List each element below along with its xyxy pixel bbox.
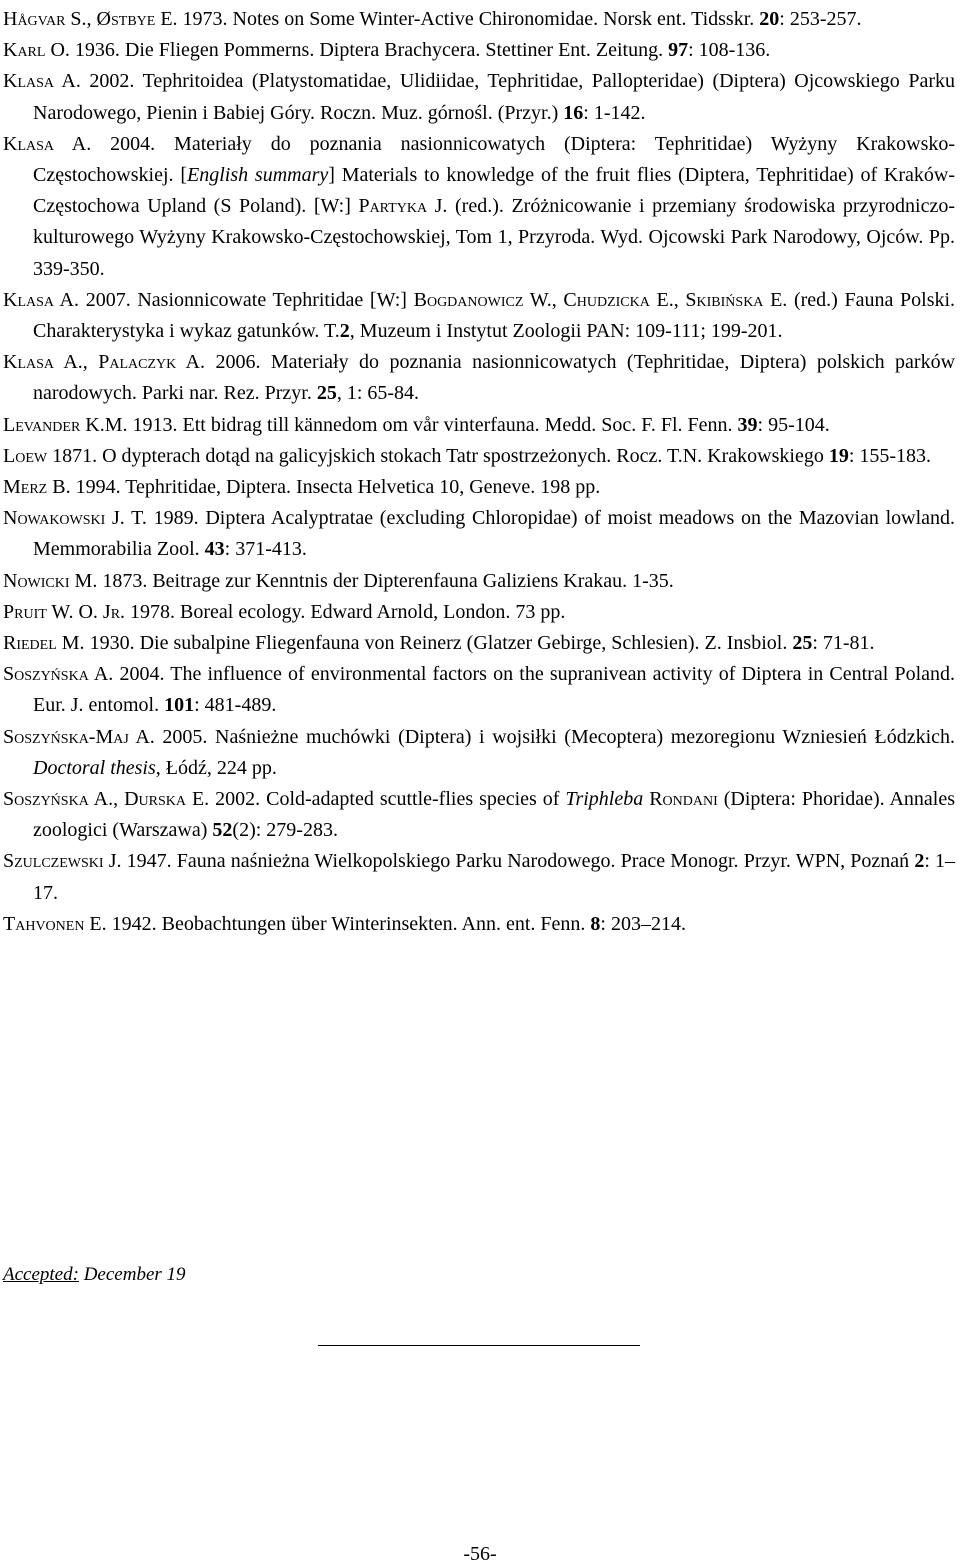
reference-volume: 39: [737, 413, 758, 436]
reference-entry: [3, 472, 955, 503]
reference-pages: : 155-183.: [848, 444, 932, 467]
reference-title: Cold-adapted scuttle-flies species of: [260, 788, 566, 811]
reference-author: Klasa A.: [3, 351, 83, 374]
reference-year: 1930.: [89, 632, 135, 655]
reference-author: Szulczewski J.: [3, 850, 122, 873]
reference-title: Nasionnicowate Tephritidae [W:]: [130, 288, 414, 311]
reference-title-continued: (Diptera: Phoridae). Annales zoologici (Warszawa): [33, 788, 956, 842]
reference-volume: 19: [828, 444, 849, 467]
reference-volume: 8: [590, 912, 601, 935]
reference-pages: , 1: 65-84.: [336, 382, 420, 405]
reference-year: 2005.: [162, 725, 208, 748]
reference-author: Karl O.: [3, 39, 70, 62]
reference-pages: : 95-104.: [757, 413, 830, 436]
reference-entry: [3, 909, 955, 940]
reference-title-tail: (red.). Zróżnicowanie i przemiany środowiska przyrodniczo-kulturowego Wyżyny Krakowsko-Częstochowskiej, Tom 1, Przyroda. Wyd. Ojcowski Park Narodowy, Ojców. Pp. 339-350.: [33, 195, 955, 280]
reference-entry: [3, 441, 955, 472]
reference-year: 2004.: [119, 663, 165, 686]
reference-pages: : 108-136.: [688, 39, 771, 62]
reference-title: Beitrage zur Kenntnis der Dipterenfauna Galiziens Krakau. 1-35.: [147, 569, 674, 592]
reference-editor: Partyka J.: [358, 195, 448, 218]
reference-entry: [3, 35, 955, 66]
accepted-label: Accepted:: [3, 1264, 79, 1285]
reference-author: Tahvonen E.: [3, 912, 107, 935]
reference-title: Materiały do poznania nasionnicowatych (Tephritidae, Diptera) polskich parków narodowych. Parki nar. Rez. Przyr.: [33, 351, 956, 405]
reference-volume: 97: [668, 39, 689, 62]
reference-entry: [3, 659, 955, 721]
reference-author: Durska E.: [124, 788, 210, 811]
reference-title: Die Fliegen Pommerns. Diptera Brachycera. Stettiner Ent. Zeitung.: [119, 39, 669, 62]
reference-entry: [3, 628, 955, 659]
reference-entry: [3, 597, 955, 628]
reference-title: Tephritoidea (Platystomatidae, Ulidiidae, Tephritidae, Pallopteridae) (Diptera) Ojcowskiego Parku Narodowego, Pienin i Babiej Góry. Roczn. Muz. górnośl. (Przyr.): [33, 70, 955, 124]
reference-author: Nowicki M.: [3, 569, 98, 592]
reference-year: 1989.: [153, 507, 199, 530]
reference-author: Nowakowski J. T.: [3, 507, 147, 530]
reference-entry: [3, 4, 955, 35]
reference-entry: [3, 66, 955, 128]
reference-year: 1947.: [126, 850, 172, 873]
reference-entry: [3, 129, 955, 285]
reference-separator: ,: [113, 788, 125, 811]
reference-title: Naśnieżne muchówki (Diptera) i wojsiłki (Mecoptera) mezoregionu Wzniesień Łódzkich.: [207, 725, 956, 748]
reference-entry: [3, 846, 955, 908]
reference-entry: [3, 347, 955, 409]
reference-list: [3, 4, 955, 940]
reference-separator: ,: [673, 288, 686, 311]
reference-author: Soszyńska A.: [3, 788, 114, 811]
reference-editor: Chudzicka E.: [563, 288, 674, 311]
accepted-date-value: December 19: [78, 1264, 186, 1285]
reference-year: 2002.: [215, 788, 261, 811]
reference-title-tail: , Łódź, 224 pp.: [155, 756, 277, 779]
reference-entry: [3, 722, 955, 784]
reference-separator: ,: [82, 351, 99, 374]
reference-title-continued: (red.) Fauna Polski. Charakterystyka i wykaz gatunków. T.: [33, 288, 956, 343]
reference-entry: [3, 566, 955, 597]
reference-year: 2007.: [85, 288, 131, 311]
reference-author: Riedel M.: [3, 632, 85, 655]
reference-pages: : 203–214.: [600, 912, 686, 935]
reference-author: Soszyńska A.: [3, 663, 114, 686]
reference-title: Die subalpine Fliegenfauna von Reinerz (Glatzer Gebirge, Schlesien). Z. Insbiol.: [134, 632, 793, 655]
reference-pages: : 1-142.: [583, 101, 646, 124]
reference-year: 2004.: [110, 132, 156, 155]
reference-italic-text: Doctoral thesis: [33, 756, 156, 779]
reference-title: Diptera Acalyptratae (excluding Chloropidae) of moist meadows on the Mazovian lowland. Memmorabilia Zool.: [33, 507, 956, 561]
reference-author: Hågvar S., Østbye E.: [3, 8, 178, 30]
separator-rule: [318, 1345, 640, 1346]
reference-year: 1913.: [132, 413, 178, 436]
reference-title: Ett bidrag till kännedom om vår vinterfauna. Medd. Soc. F. Fl. Fenn.: [177, 413, 738, 436]
reference-author: Palaczyk A.: [98, 351, 205, 374]
reference-author: Loew: [3, 444, 48, 467]
reference-title: The influence of environmental factors on the supranivean activity of Diptera in Central Poland. Eur. J. entomol.: [33, 663, 955, 717]
reference-title: Fauna naśnieżna Wielkopolskiego Parku Narodowego. Prace Monogr. Przyr. WPN, Poznań: [171, 850, 915, 873]
reference-pages: : 481-489.: [194, 694, 277, 717]
reference-pages: : 253-257.: [779, 8, 862, 30]
reference-italic-text: English summary: [187, 164, 329, 187]
reference-author: Levander K.M.: [3, 413, 128, 436]
reference-pages: (2): 279-283.: [232, 819, 338, 842]
reference-pages: : 371-413.: [224, 538, 307, 561]
reference-year: 2002.: [89, 70, 135, 93]
reference-year: 1871.: [52, 444, 98, 467]
reference-volume: 52: [212, 819, 233, 842]
reference-author: Klasa A.: [3, 70, 81, 93]
reference-author: Soszyńska-Maj A.: [3, 725, 155, 748]
reference-title: Tephritidae, Diptera. Insecta Helvetica 10, Geneve. 198 pp.: [120, 476, 601, 499]
reference-title: Beobachtungen über Winterinsekten. Ann. ent. Fenn.: [156, 912, 591, 935]
reference-year: 1973.: [182, 8, 228, 30]
reference-entry: [3, 784, 955, 846]
reference-volume: 2: [339, 320, 350, 343]
reference-year: 1994.: [75, 476, 121, 499]
reference-editor: Skibińska E.: [685, 288, 788, 311]
reference-author: Klasa A.: [3, 132, 92, 155]
reference-italic-text: Triphleba: [565, 788, 644, 811]
reference-volume: 2: [914, 850, 925, 873]
page-number: -56-: [463, 1543, 497, 1565]
reference-volume: 43: [204, 538, 225, 561]
reference-author: Klasa A.: [3, 288, 80, 311]
reference-year: 1936.: [74, 39, 120, 62]
reference-title: Materiały do poznania nasionnicowatych (Diptera: Tephritidae) Wyżyny Krakowsko-Częstochowskiej. [: [33, 132, 956, 187]
reference-year: 1942.: [111, 912, 157, 935]
accepted-date: [3, 1264, 186, 1286]
reference-volume: 20: [759, 8, 780, 30]
reference-volume: 16: [563, 101, 584, 124]
reference-title: O dypterach dotąd na galicyjskich stokach Tatr spostrzeżonych. Rocz. T.N. Krakowskiego: [97, 444, 829, 467]
reference-year: 1873.: [102, 569, 148, 592]
reference-pages: : 1–17.: [33, 850, 956, 904]
reference-entry: [3, 410, 955, 441]
reference-year: 2006.: [215, 351, 261, 374]
reference-authority: Rondani: [649, 788, 718, 811]
reference-separator: ,: [551, 288, 564, 311]
reference-title-tail: , Muzeum i Instytut Zoologii PAN: 109-111; 199-201.: [349, 320, 783, 343]
reference-volume: 25: [316, 382, 337, 405]
reference-editor: Bogdanowicz W.: [413, 288, 552, 311]
reference-entry: [3, 285, 955, 347]
reference-title: Boreal ecology. Edward Arnold, London. 73 pp.: [175, 600, 566, 623]
reference-author: Merz B.: [3, 476, 71, 499]
reference-author: Pruit W. O. Jr.: [3, 600, 126, 623]
reference-year: 1978.: [130, 600, 176, 623]
reference-volume: 25: [792, 632, 813, 655]
reference-volume: 101: [164, 694, 195, 717]
reference-title: Notes on Some Winter-Active Chironomidae. Norsk ent. Tidsskr.: [227, 8, 760, 30]
reference-entry: [3, 503, 955, 565]
reference-pages: : 71-81.: [812, 632, 875, 655]
reference-title-continued: ] Materials to knowledge of the fruit flies (Diptera, Tephritidae) of Kraków-Częstochowa Upland (S Poland). [W:]: [33, 164, 955, 218]
